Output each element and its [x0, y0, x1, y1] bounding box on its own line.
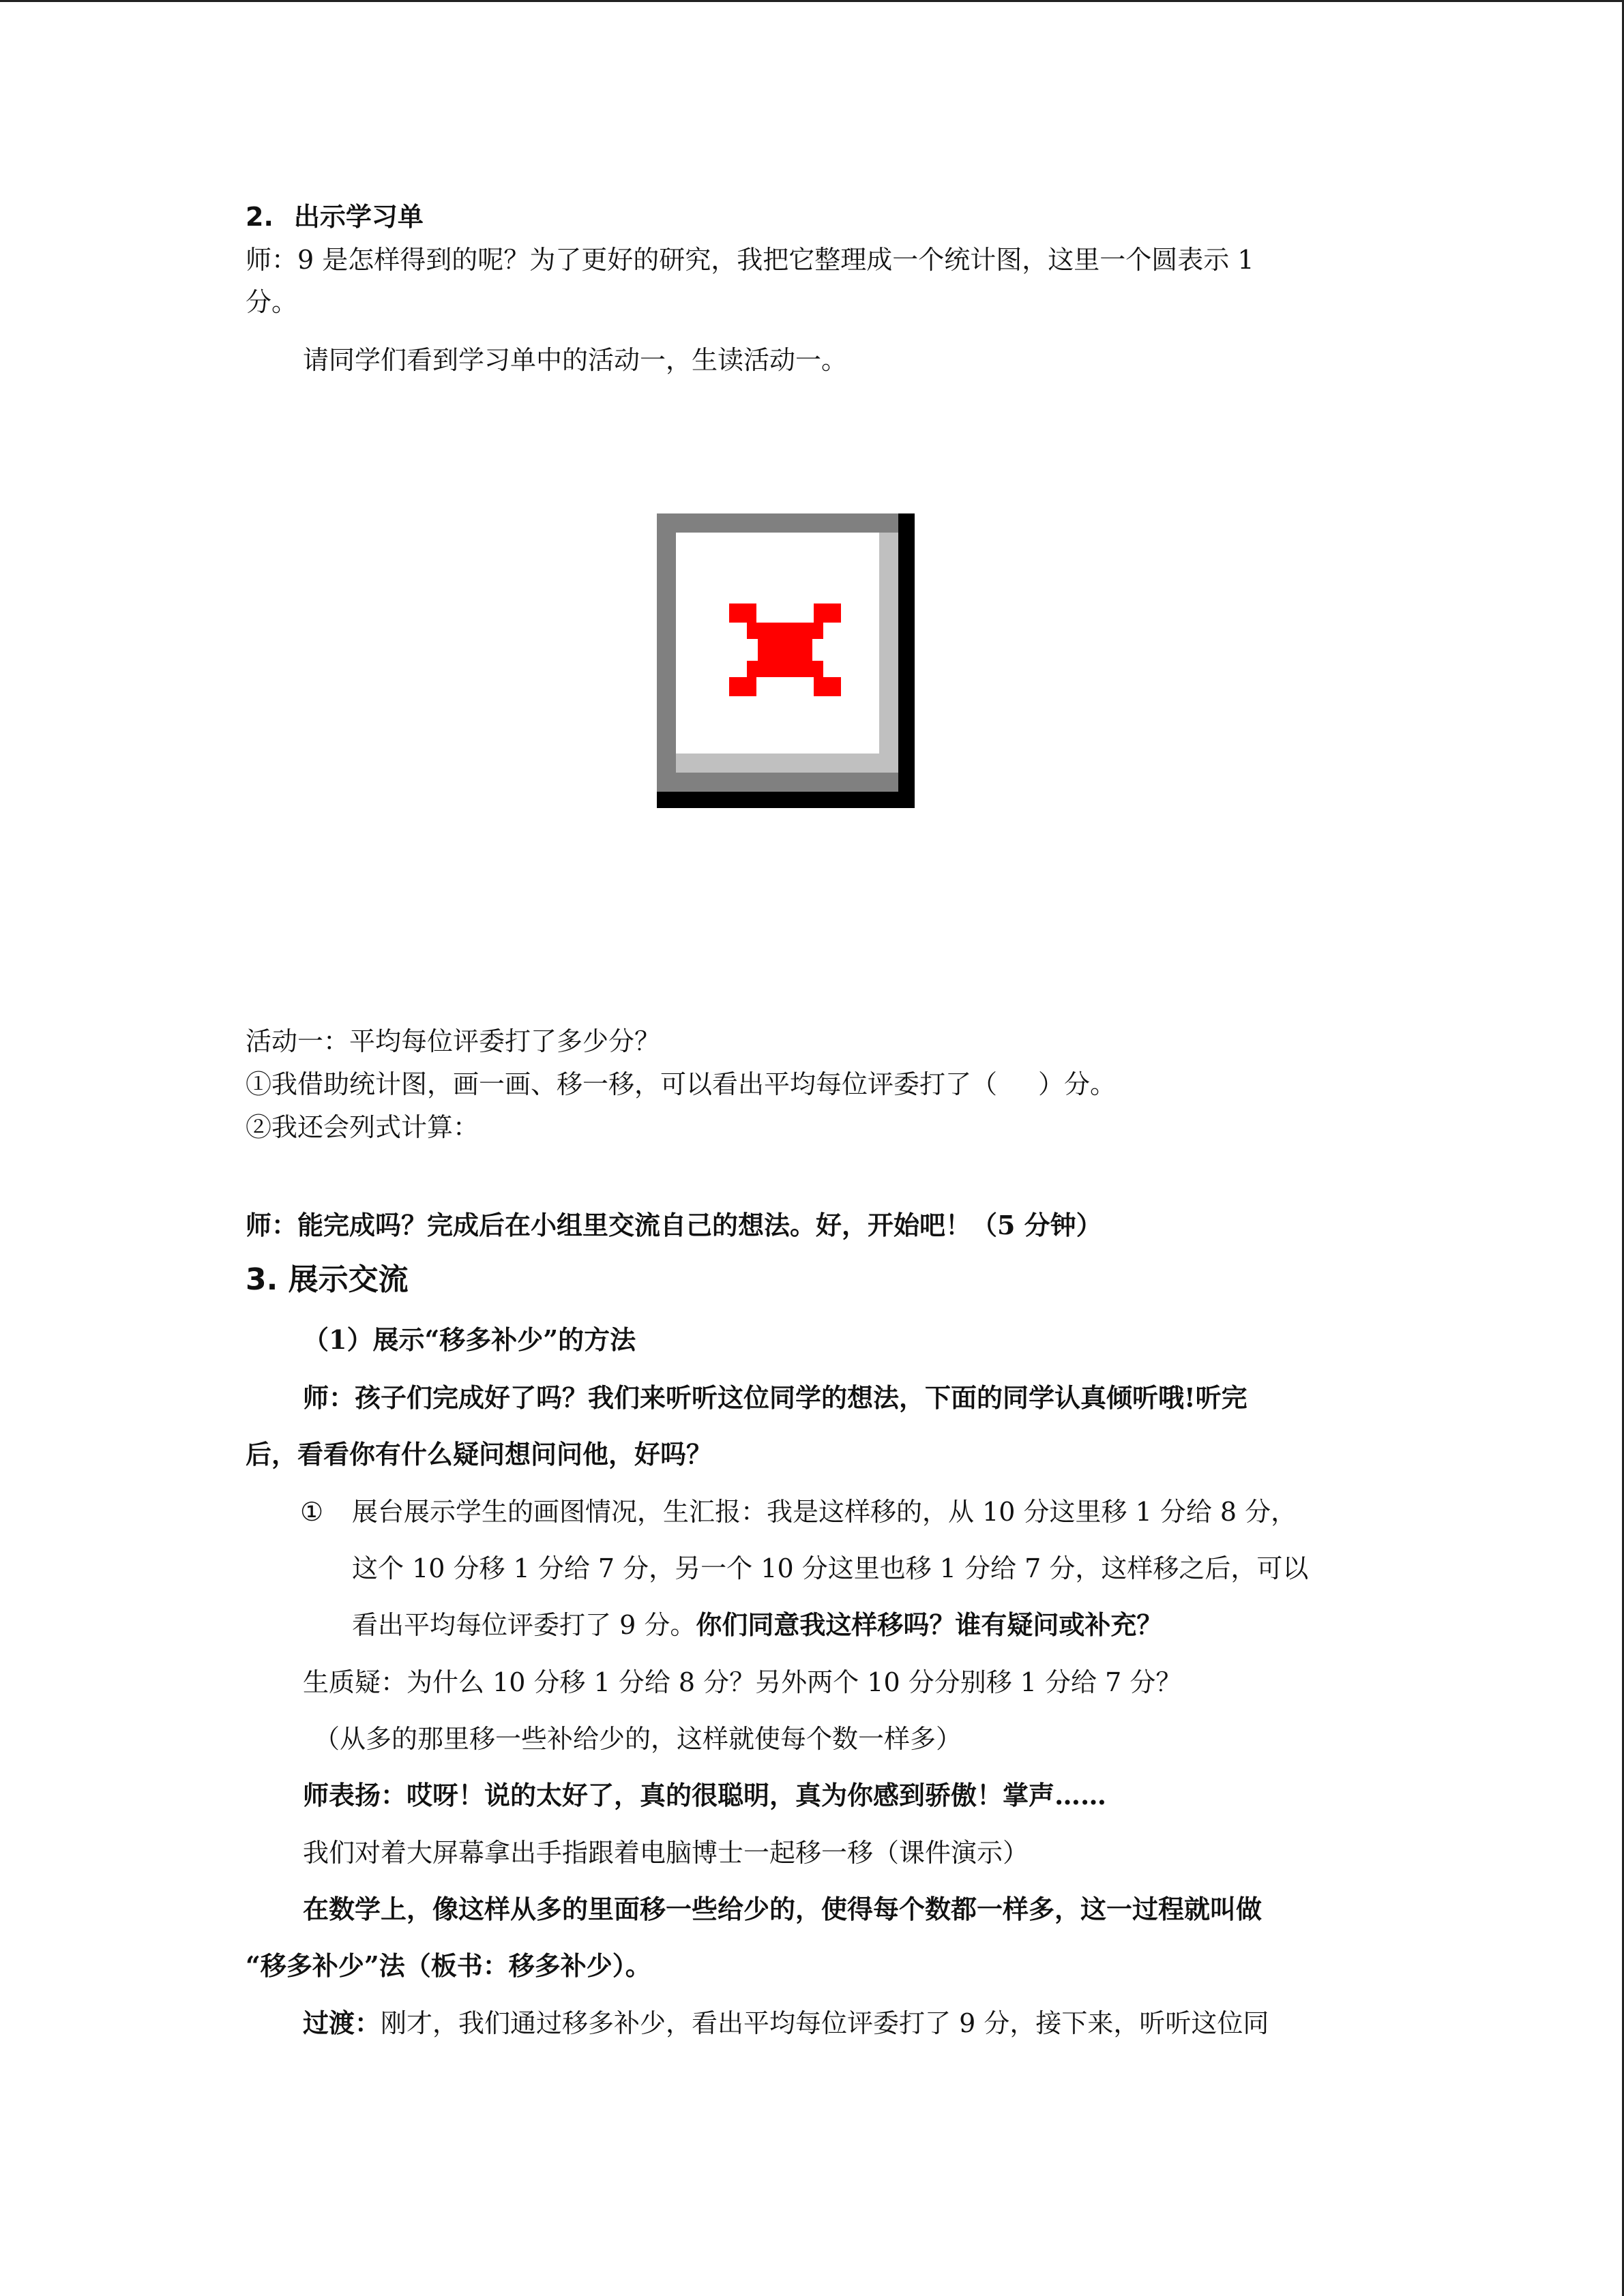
broken-image-icon — [657, 513, 915, 808]
section-number: 3. — [246, 1262, 278, 1297]
student-question: 生质疑：为什么 10 分移 1 分给 8 分？另外两个 10 分分别移 1 分给 7 分？ — [303, 1667, 1182, 1697]
math-para-line-1: 在数学上，像这样从多的里面移一些给少的，使得每个数都一样多，这一过程就叫做 — [303, 1894, 1263, 1924]
screen-demo: 我们对着大屏幕拿出手指跟着电脑博士一起移一移（课件演示） — [303, 1838, 1029, 1868]
teacher-praise: 师表扬：哎呀！说的太好了，真的很聪明，真为你感到骄傲！掌声…… — [303, 1780, 1107, 1810]
section-heading-2 — [246, 200, 424, 234]
activity-item-1-text: ①我借助统计图，画一画、移一移，可以看出平均每位评委打了（ — [246, 1069, 998, 1099]
activity-item-2: ②我还会列式计算： — [246, 1112, 479, 1142]
section-heading-3 — [246, 1263, 409, 1297]
intro-line-3: 请同学们看到学习单中的活动一，生读活动一。 — [303, 345, 848, 375]
report-line-3 — [352, 1608, 1162, 1642]
section-title: 出示学习单 — [293, 202, 424, 232]
student-answer: （从多的那里移一些补给少的，这样就使每个数一样多） — [314, 1724, 962, 1754]
document-page — [246, 0, 1364, 2296]
teacher-prompt: 师：能完成吗？完成后在小组里交流自己的想法。好，开始吧！（5 分钟） — [246, 1210, 1102, 1240]
teacher-para-line-2: 后，看看你有什么疑问想问问他，好吗？ — [246, 1439, 713, 1470]
transition-label: 过渡： — [303, 2008, 381, 2038]
transition-text: 刚才，我们通过移多补少，看出平均每位评委打了 9 分，接下来，听听这位同 — [381, 2008, 1269, 2038]
intro-line-2: 分。 — [246, 287, 298, 317]
activity-title: 活动一：平均每位评委打了多少分？ — [246, 1026, 661, 1056]
report-line-2: 这个 10 分移 1 分给 7 分，另一个 10 分这里也移 1 分给 7 分，这样移之后，可以 — [352, 1553, 1309, 1583]
activity-item-1 — [246, 1067, 1116, 1101]
report-line-3-text: 看出平均每位评委打了 9 分。 — [352, 1610, 696, 1640]
math-para-line-2: “移多补少”法（板书：移多补少）。 — [246, 1950, 651, 1981]
report-line-1: 展台展示学生的画图情况，生汇报：我是这样移的，从 10 分这里移 1 分给 8 分， — [352, 1497, 1297, 1527]
section-number: 2. — [246, 202, 274, 232]
activity-item-1-suffix: ）分。 — [1038, 1069, 1117, 1099]
transition-line — [303, 2006, 1269, 2040]
report-line-3-question: 你们同意我这样移吗？谁有疑问或补充？ — [696, 1609, 1163, 1640]
section-title: 展示交流 — [288, 1262, 409, 1297]
list-marker: ① — [300, 1497, 324, 1527]
subsection-heading: （1）展示“移多补少”的方法 — [303, 1324, 636, 1355]
teacher-para-line-1: 师：孩子们完成好了吗？我们来听听这位同学的想法，下面的同学认真倾听哦!听完 — [303, 1382, 1247, 1413]
red-x-icon — [729, 603, 841, 696]
intro-line-1: 师：9 是怎样得到的呢？为了更好的研究，我把它整理成一个统计图，这里一个圆表示 1 — [246, 245, 1254, 275]
